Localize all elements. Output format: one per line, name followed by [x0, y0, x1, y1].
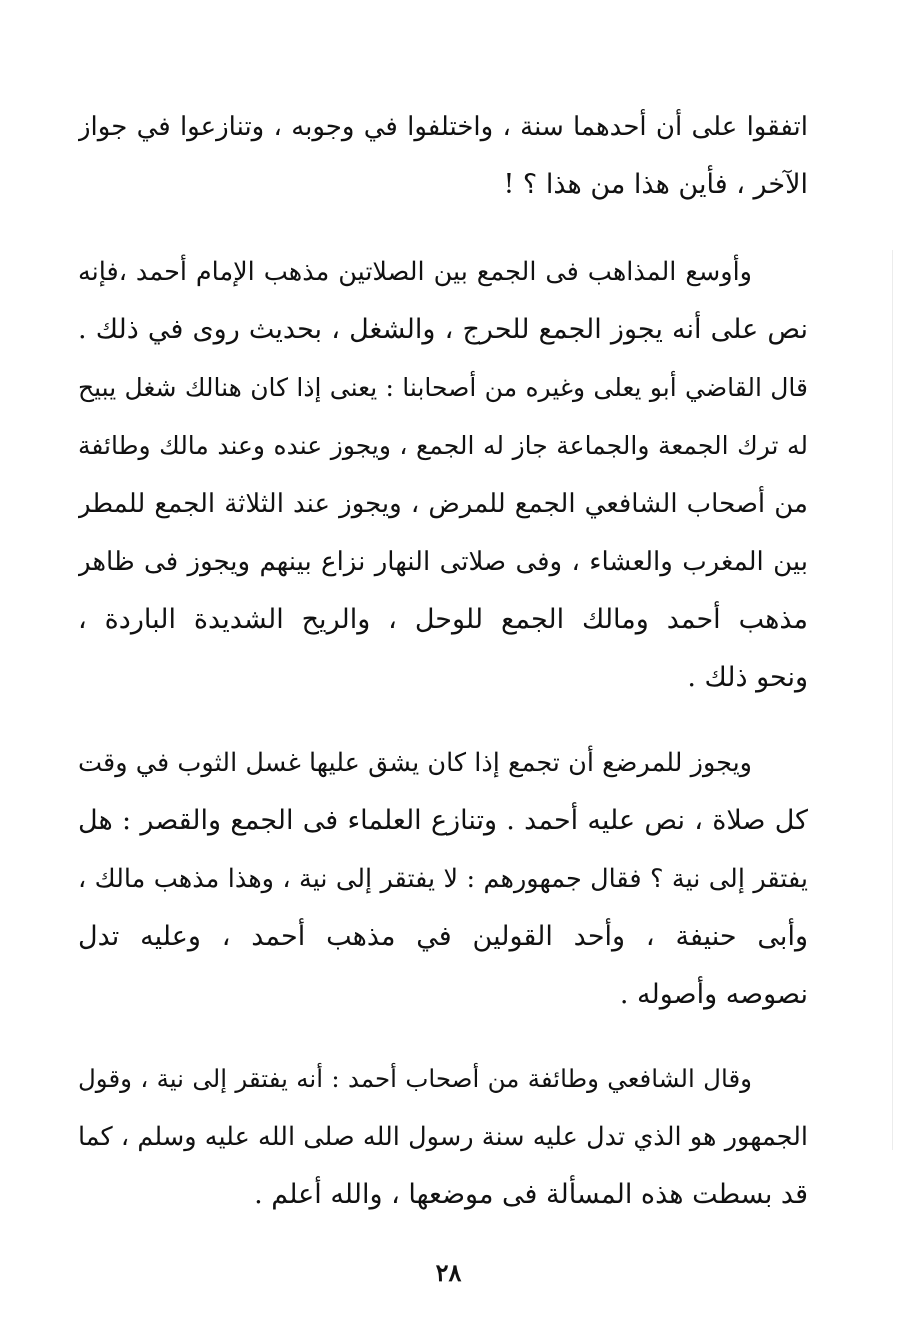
text-line: له ترك الجمعة والجماعة جاز له الجمع ، ويجوز عنده وعند مالك وطائفة [78, 431, 808, 460]
paragraph-1 [78, 98, 808, 214]
text-line: من أصحاب الشافعي الجمع للمرض ، ويجوز عند الثلاثة الجمع للمطر [78, 489, 808, 519]
text-line: قال القاضي أبو يعلى وغيره من أصحابنا : يعنى إذا كان هنالك شغل يبيح [78, 373, 808, 402]
text-line: الآخر ، فأين هذا من هذا ؟ ! [503, 169, 808, 200]
text-line: وأوسع المذاهب فى الجمع بين الصلاتين مذهب الإمام أحمد ،فإنه [78, 257, 752, 287]
text-line: بين المغرب والعشاء ، وفى صلاتى النهار نزاع بينهم ويجوز فى ظاهر [78, 547, 808, 577]
text-line: وأبى حنيفة ، وأحد القولين في مذهب أحمد ، وعليه تدل [78, 921, 808, 952]
paragraph-3 [78, 734, 808, 1024]
text-line: يفتقر إلى نية ؟ فقال جمهورهم : لا يفتقر إلى نية ، وهذا مذهب مالك ، [78, 864, 808, 894]
page-number: ٢٨ [435, 1258, 462, 1287]
text-line: كل صلاة ، نص عليه أحمد . وتنازع العلماء فى الجمع والقصر : هل [78, 805, 808, 836]
text-line: وقال الشافعي وطائفة من أصحاب أحمد : أنه يفتقر إلى نية ، وقول [78, 1064, 752, 1093]
text-line: قد بسطت هذه المسألة فى موضعها ، والله أعلم . [254, 1179, 808, 1210]
paragraph-4 [78, 1050, 808, 1224]
text-line: نصوصه وأصوله . [619, 979, 808, 1010]
text-line: اتفقوا على أن أحدهما سنة ، واختلفوا في وجوبه ، وتنازعوا في جواز [78, 112, 808, 142]
text-line: ونحو ذلك . [687, 662, 808, 693]
text-line: الجمهور هو الذي تدل عليه سنة رسول الله صلى الله عليه وسلم ، كما [78, 1122, 808, 1152]
text-line: ويجوز للمرضع أن تجمع إذا كان يشق عليها غسل الثوب في وقت [78, 748, 752, 778]
page-edge-divider [892, 250, 893, 1150]
paragraph-2 [78, 243, 808, 707]
text-line: مذهب أحمد ومالك الجمع للوحل ، والريح الشديدة الباردة ، [78, 604, 808, 635]
text-line: نص على أنه يجوز الجمع للحرج ، والشغل ، بحديث روى في ذلك . [78, 314, 808, 345]
